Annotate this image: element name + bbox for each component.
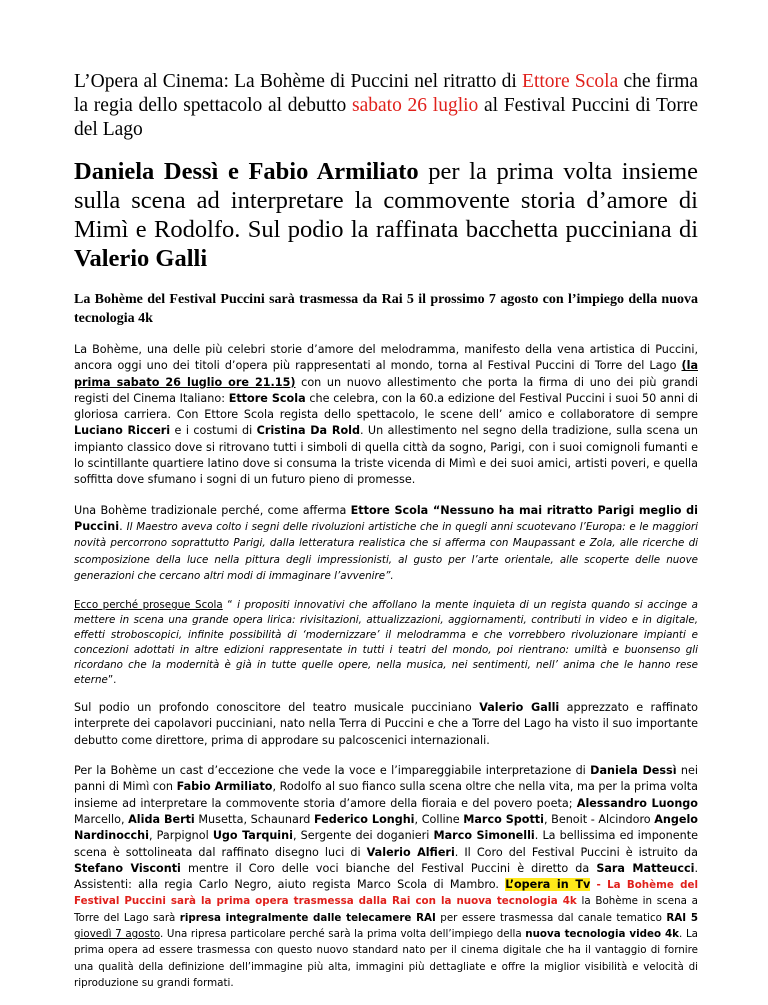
premiere-date: (la prima sabato 26 luglio ore 21.15) bbox=[74, 359, 698, 389]
headline bbox=[74, 157, 698, 273]
header-text: che firma la regia dello spettacolo al debutto bbox=[74, 71, 699, 116]
name-bold: Alessandro Luongo bbox=[576, 796, 698, 810]
text: , Benoit - Alcindoro bbox=[544, 812, 655, 826]
text-bold: ripresa integralmente dalle telecamere RAI bbox=[179, 911, 436, 924]
text: . Una ripresa particolare perché sarà la prima volta dell’impiego della bbox=[160, 928, 526, 941]
text: Musetta, Schaunard bbox=[194, 812, 314, 826]
text: per essere trasmessa dal canale tematico bbox=[435, 911, 667, 924]
document-page bbox=[74, 70, 698, 1005]
text: che celebra, con la 60.a edizione del Festival Puccini i suoi 50 anni di gloriosa carriera. Con Ettore Scola regista dello spettacolo, le scene dell’ amico e collaboratore di sempre bbox=[74, 391, 698, 422]
text: la Bohème in scena a Torre del Lago sarà bbox=[74, 895, 698, 924]
name-bold: Alida Berti bbox=[128, 812, 195, 826]
broadcast-date: giovedì 7 agosto bbox=[74, 928, 160, 941]
name-bold: Ettore Scola bbox=[228, 391, 306, 405]
name-bold: Marco Spotti bbox=[463, 812, 544, 826]
name-bold: Valerio Galli bbox=[479, 701, 560, 715]
text: . bbox=[119, 519, 127, 533]
subheadline: La Bohème del Festival Puccini sarà trasmessa da Rai 5 il prossimo 7 agosto con l’impiego della nuova tecnologia 4k bbox=[74, 292, 698, 326]
name-bold: Stefano Visconti bbox=[74, 861, 181, 875]
name-bold: Marco Simonelli bbox=[433, 829, 535, 843]
header-date: sabato 26 luglio bbox=[352, 95, 479, 116]
paragraph-2 bbox=[74, 503, 698, 584]
name-bold: Angelo Nardinocchi bbox=[74, 812, 698, 843]
text: con un nuovo allestimento che porta la firma di uno dei più grandi registi del Cinema Italiano: bbox=[74, 375, 698, 405]
text: Per la Bohème un cast d’eccezione che vede la voce e l’impareggiabile interpretazione di bbox=[74, 764, 591, 778]
text: Marcello, bbox=[74, 812, 129, 826]
name-bold: Luciano Ricceri bbox=[74, 424, 171, 438]
tv-announcement-red: - La Bohème del Festival Puccini sarà la prima opera trasmessa dalla Rai con la nuova tecnologia 4k bbox=[74, 879, 698, 908]
headline-text: per la prima volta insieme sulla scena ad interpretare la commovente storia d’amore di Mimì e Rodolfo. Sul podio la raffinata bacchetta pucciniana di bbox=[74, 158, 698, 243]
quote-italic: Il Maestro aveva colto i segni delle rivoluzioni artistiche che in quegli anni scuotevano l’Europa: e le maggiori novità percorrono soprattutto Parigi, dalla letteratura realistica che si afferma con Maupassant e Zola, alle ricerche di scomposizione della luce nella pittura degli impressionisti, al gusto per l’arte orientale, alle scoperte delle nuove generazioni che cercano altri modi di immaginare l’avvenire”. bbox=[74, 520, 698, 582]
text: apprezzato e raffinato interprete dei capolavori pucciniani, nato nella Terra di Puccini e che a Torre del Lago ha visto il suo importante debutto come direttore, prima di approdare su palcoscenici internazionali. bbox=[74, 701, 698, 747]
paragraph-3 bbox=[74, 598, 698, 688]
text: Sul podio un profondo conoscitore del teatro musicale pucciniano bbox=[74, 701, 480, 715]
text: , Parpignol bbox=[149, 829, 213, 843]
headline-conductor: Valerio Galli bbox=[74, 245, 208, 272]
paragraph-4 bbox=[74, 700, 698, 749]
name-bold: Ettore Scola bbox=[350, 503, 429, 517]
text: . Un allestimento nel segno della tradizione, sulla scena un impianto classico dove si ritrovano tutti i simboli di quella città da sogno, Parigi, con i suoi comignoli fumanti e lo scintillante quartiere latino dove si consuma la triste vicenda di Mimì e dei suoi amici, artisti poveri, e quella soffitta dove sfumano i sogni di un futuro pieno di promesse. bbox=[74, 424, 698, 487]
paragraph-1 bbox=[74, 342, 698, 489]
name-bold: Fabio Armiliato bbox=[176, 780, 273, 794]
text-underlined: Ecco perché prosegue Scola bbox=[74, 599, 223, 612]
text: e i costumi di bbox=[170, 424, 257, 438]
text: , Sergente dei doganieri bbox=[292, 829, 434, 843]
text: ”. bbox=[107, 674, 117, 687]
text: . La bellissima ed imponente scena è sottolineata dal raffinato disegno luci di bbox=[74, 829, 698, 859]
paragraph-5 bbox=[74, 763, 698, 991]
tv-highlight: L’opera in Tv bbox=[505, 878, 591, 892]
text: Una Bohème tradizionale perché, come afferma bbox=[74, 503, 351, 517]
text: mentre il Coro delle voci bianche del Festival Puccini è diretto da bbox=[180, 861, 597, 875]
quote-bold: “Nessuno ha mai ritratto Parigi meglio di Puccini bbox=[74, 503, 698, 533]
header-text: al Festival Puccini di Torre del Lago bbox=[74, 95, 698, 140]
header-line bbox=[74, 70, 698, 142]
channel-name: RAI 5 bbox=[666, 911, 699, 924]
name-bold: Sara Matteucci bbox=[596, 861, 695, 875]
name-bold: Cristina Da Rold bbox=[256, 424, 360, 438]
headline-singers: Daniela Dessì e Fabio Armiliato bbox=[74, 158, 419, 185]
name-bold: Federico Longhi bbox=[313, 812, 415, 826]
text: , Rodolfo al suo fianco sulla scena oltre che nella vita, ma per la prima volta insieme ad interpretare la commovente storia d’amore della fioraia e del povero poeta; bbox=[74, 780, 698, 810]
header-text: L’Opera al Cinema: La Bohème di Puccini nel ritratto di bbox=[74, 71, 523, 92]
text: . La prima opera ad essere trasmessa con questo nuovo standard nato per il cinema digitale che ha il vantaggio di fornire una qualità della definizione dell’immagine più alta, immagini più dettagliate e offre la miglior visibilità e velocità di riproduzione su grandi formati. bbox=[74, 928, 698, 989]
text: . Assistenti: alla regia Carlo Negro, aiuto regista Marco Scola di Mambro. bbox=[74, 861, 698, 892]
name-bold: Valerio Alfieri bbox=[366, 845, 455, 859]
text: , Colline bbox=[414, 812, 464, 826]
quote-italic: i propositi innovativi che affollano la mente inquieta di un regista quando si accinge a mettere in scena una grande opera lirica: rivisitazioni, attualizzazioni, aggiornamenti, contributi in video e in digitale, effetti stroboscopici, infinite possibilità di ‘modernizzare’ il melodramma e che vorrebbero rivoluzionare impianti e concezioni adottati in altre edizioni rappresentate in tutti i teatri del mondo, poi rientrano: umiltà e buonsenso gli ricordano che la modernità è già in tutte quelle opere, nella musica, nei sentimenti, nell’ anima che le hanno rese eterne bbox=[74, 599, 698, 687]
header-director-name: Ettore Scola bbox=[522, 71, 619, 92]
name-bold: Ugo Tarquini bbox=[212, 829, 293, 843]
name-bold: Daniela Dessì bbox=[590, 764, 677, 778]
text: . Il Coro del Festival Puccini è istruito da bbox=[454, 845, 698, 859]
text-bold: nuova tecnologia video 4k bbox=[525, 928, 680, 941]
text: La Bohème, una delle più celebri storie d’amore del melodramma, manifesto della vena artistica di Puccini, ancora oggi uno dei titoli d’opera più rappresentati al mondo, torna al Festival Puccini di Torre del Lago bbox=[74, 343, 698, 373]
text: nei panni di Mimì con bbox=[74, 764, 698, 794]
text: “ bbox=[222, 599, 238, 612]
